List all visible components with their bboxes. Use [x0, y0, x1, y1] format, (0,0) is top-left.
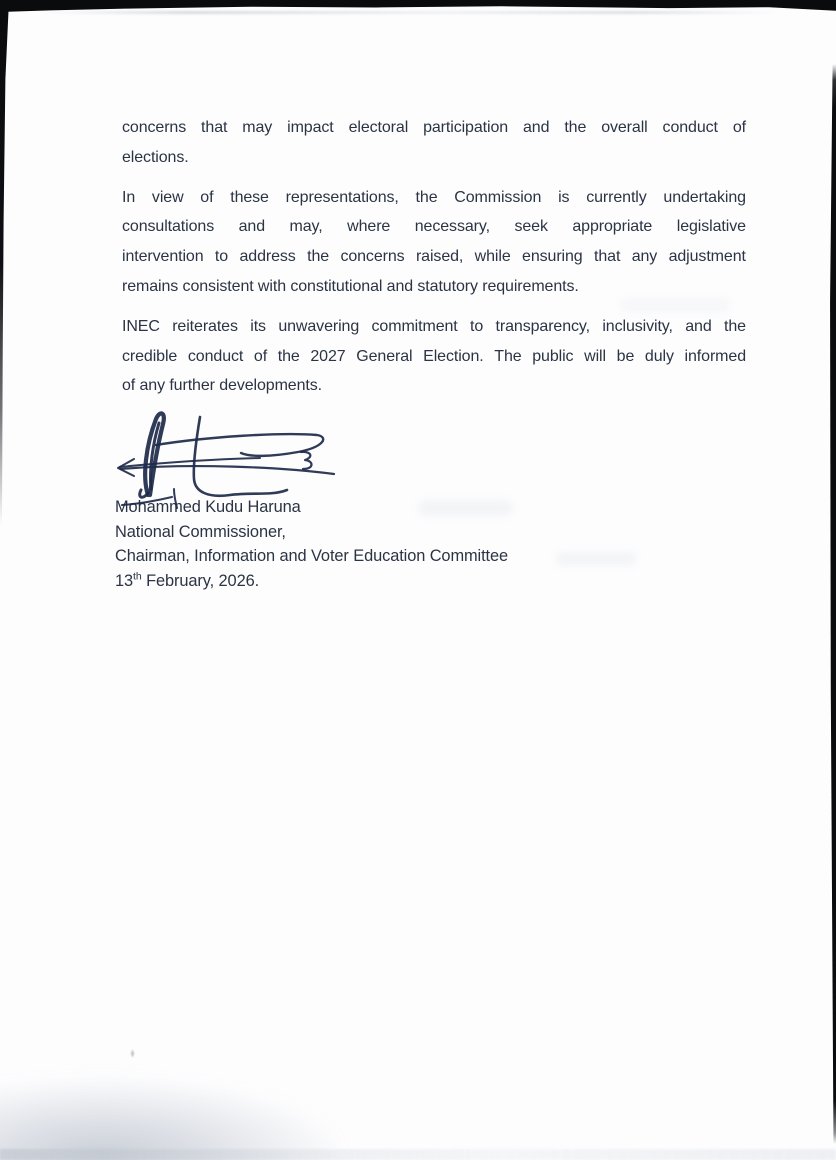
- scan-edge-top-shadow: [40, 11, 780, 14]
- body-paragraph-3: [122, 312, 746, 401]
- signature-date: [115, 569, 635, 594]
- signatory-block: [115, 495, 635, 593]
- text-line: intervention to address the concerns raised, while ensuring that any adjustment: [122, 248, 746, 266]
- text-line: INEC reiterates its unwavering commitment to transparency, inclusivity, and the: [122, 317, 746, 335]
- scan-edge-left: [0, 0, 9, 525]
- scan-smudge-bottom-left: [0, 1075, 350, 1160]
- signatory-position: National Commissioner,: [115, 522, 286, 541]
- date-ordinal: th: [133, 570, 142, 583]
- text-line: remains consistent with constitutional and statutory requirements.: [122, 277, 579, 295]
- text-line: In view of these representations, the Commission is currently undertaking: [122, 188, 746, 206]
- document-body: [122, 113, 746, 411]
- scan-strip-bottom: [0, 1149, 836, 1160]
- scan-edge-right: [827, 64, 836, 1144]
- text-line: credible conduct of the 2027 General Election. The public will be duly informed: [122, 347, 746, 365]
- text-line: elections.: [122, 148, 189, 166]
- text-line: consultations and may, where necessary, seek appropriate legislative: [122, 218, 746, 236]
- text-line: of any further developments.: [122, 377, 322, 395]
- signatory-committee-role: Chairman, Information and Voter Education Committee: [115, 547, 509, 566]
- signatory-name: Mohammed Kudu Haruna: [115, 498, 301, 516]
- date-remainder: February, 2026.: [141, 571, 260, 590]
- scan-speck: [130, 1049, 135, 1058]
- text-line: concerns that may impact electoral participation and the overall conduct of: [122, 119, 746, 136]
- body-paragraph-1: [122, 113, 746, 173]
- date-day: 13: [115, 571, 134, 590]
- body-paragraph-2: [122, 183, 746, 302]
